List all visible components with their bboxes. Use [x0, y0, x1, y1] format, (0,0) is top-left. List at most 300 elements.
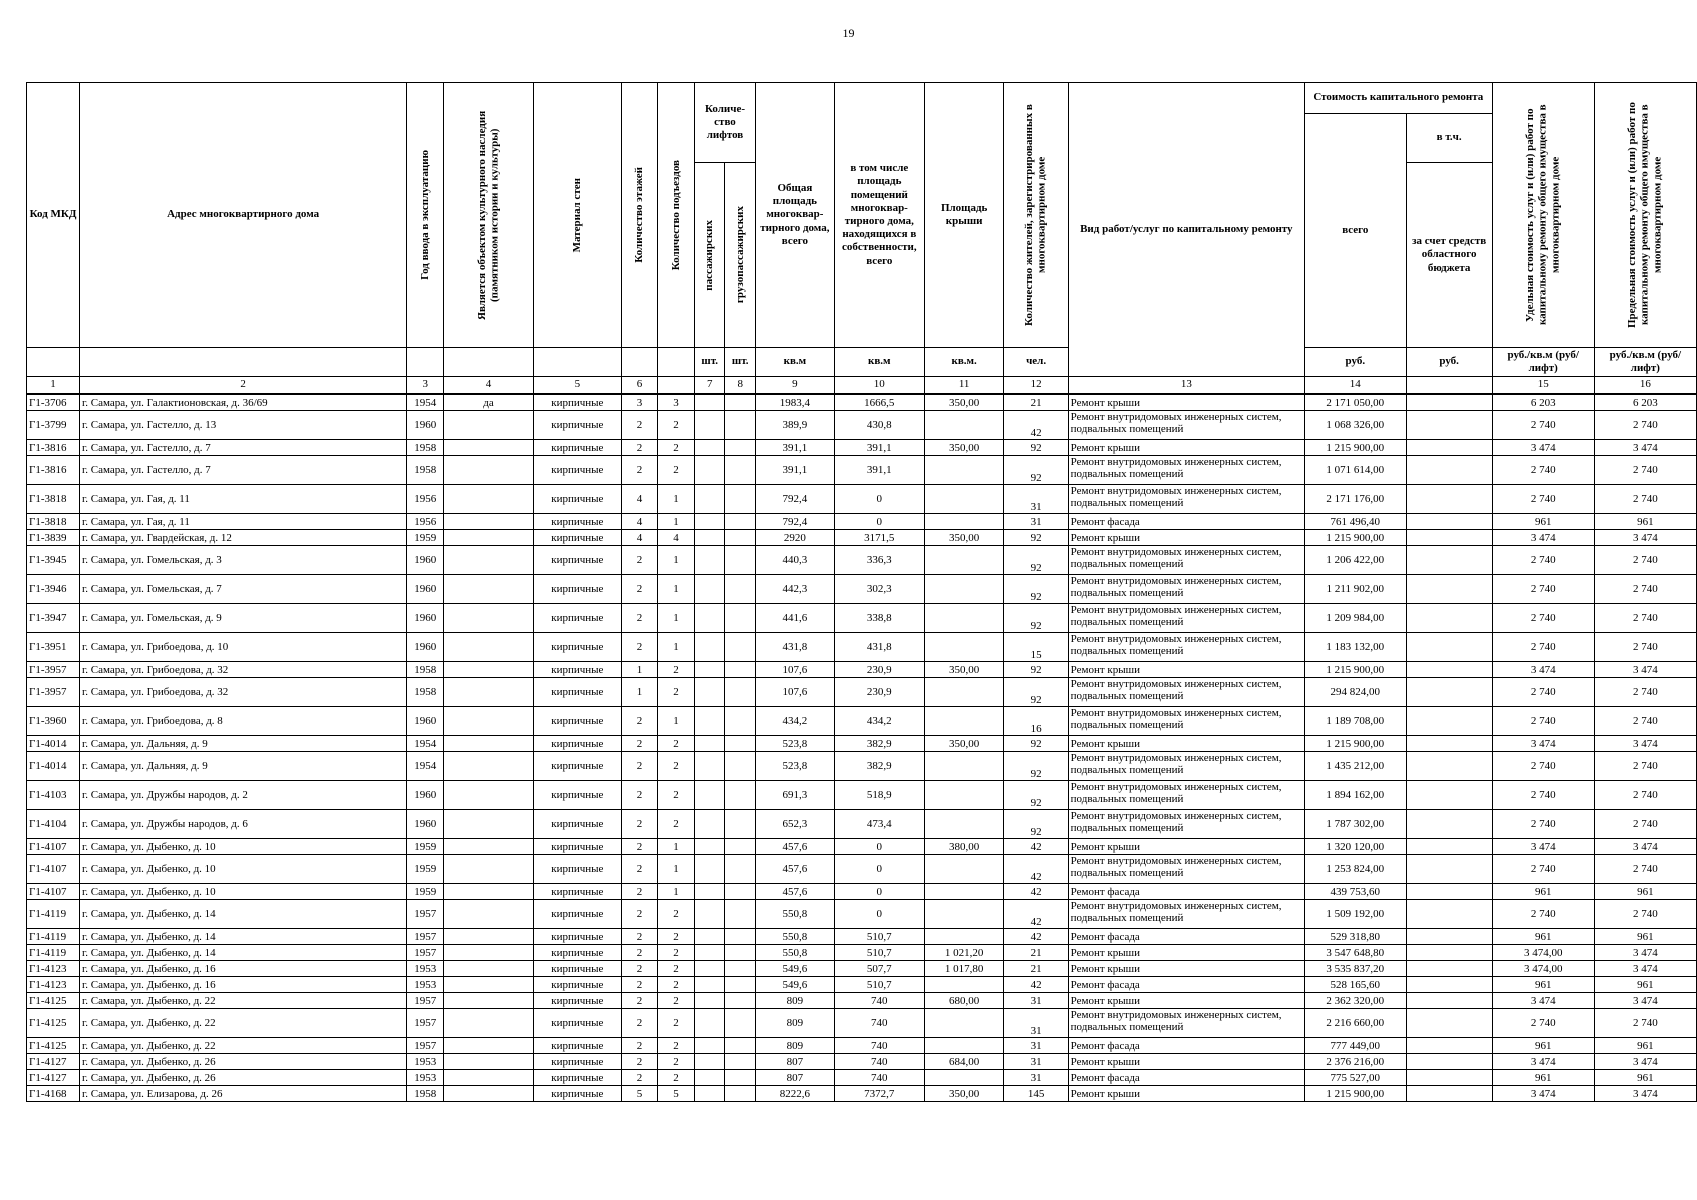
cell-limit-cost: 2 740 [1594, 678, 1696, 707]
cell-wall: кирпичные [533, 736, 621, 752]
cell-cost-regional [1406, 456, 1492, 485]
cell-total-area: 652,3 [755, 810, 834, 839]
table-row [27, 977, 1697, 993]
cell-wall: кирпичные [533, 900, 621, 929]
cell-cost-regional [1406, 575, 1492, 604]
cell-lifts-cargo [725, 929, 755, 945]
cell-total-area: 2920 [755, 530, 834, 546]
unit-pcs: шт. [725, 348, 755, 377]
cell-year: 1953 [407, 961, 444, 977]
cell-limit-cost: 2 740 [1594, 485, 1696, 514]
cell-total-area: 107,6 [755, 662, 834, 678]
column-number: 7 [695, 377, 725, 395]
cell-own-area: 230,9 [834, 662, 924, 678]
cell-work-type: Ремонт крыши [1068, 440, 1304, 456]
cell-code: Г1-4125 [27, 993, 80, 1009]
cell-wall: кирпичные [533, 1054, 621, 1070]
cell-address: г. Самара, ул. Дыбенко, д. 22 [80, 993, 407, 1009]
cell-address: г. Самара, ул. Гастелло, д. 13 [80, 411, 407, 440]
cell-limit-cost: 961 [1594, 929, 1696, 945]
cell-address: г. Самара, ул. Галактионовская, д. 36/69 [80, 394, 407, 411]
cell-year: 1960 [407, 575, 444, 604]
cell-lifts-pass [695, 945, 725, 961]
table-row [27, 1086, 1697, 1102]
cell-work-type: Ремонт внутридомовых инженерных систем, подвальных помещений [1068, 456, 1304, 485]
cell-total-area: 442,3 [755, 575, 834, 604]
cell-entrances: 1 [658, 839, 695, 855]
cell-code: Г1-4125 [27, 1009, 80, 1038]
cell-work-type: Ремонт внутридомовых инженерных систем, подвальных помещений [1068, 604, 1304, 633]
cell-address: г. Самара, ул. Гомельская, д. 7 [80, 575, 407, 604]
cell-lifts-pass [695, 929, 725, 945]
cell-own-area: 0 [834, 485, 924, 514]
cell-wall: кирпичные [533, 633, 621, 662]
cell-address: г. Самара, ул. Гастелло, д. 7 [80, 456, 407, 485]
column-number: 11 [924, 377, 1004, 395]
cell-unit-cost: 961 [1492, 1070, 1594, 1086]
cell-entrances: 1 [658, 514, 695, 530]
cell-total-area: 107,6 [755, 678, 834, 707]
cell-floors: 2 [621, 977, 657, 993]
cell-cost-regional [1406, 530, 1492, 546]
table-row [27, 839, 1697, 855]
cell-roof-area [924, 1038, 1004, 1054]
cell-cost-regional [1406, 855, 1492, 884]
cell-cost-total: 528 165,60 [1304, 977, 1406, 993]
cell-lifts-cargo [725, 662, 755, 678]
cell-limit-cost: 961 [1594, 514, 1696, 530]
cell-year: 1957 [407, 1009, 444, 1038]
cell-lifts-cargo [725, 394, 755, 411]
cell-heritage [444, 1038, 533, 1054]
cell-cost-total: 1 435 212,00 [1304, 752, 1406, 781]
cell-wall: кирпичные [533, 440, 621, 456]
cell-floors: 2 [621, 575, 657, 604]
cell-cost-total: 1 071 614,00 [1304, 456, 1406, 485]
cell-wall: кирпичные [533, 1009, 621, 1038]
cell-roof-area: 680,00 [924, 993, 1004, 1009]
cell-cost-regional [1406, 633, 1492, 662]
cell-total-area: 391,1 [755, 456, 834, 485]
cell-limit-cost: 3 474 [1594, 530, 1696, 546]
cell-address: г. Самара, ул. Дыбенко, д. 22 [80, 1038, 407, 1054]
cell-entrances: 1 [658, 575, 695, 604]
cell-address: г. Самара, ул. Гая, д. 11 [80, 514, 407, 530]
cell-lifts-cargo [725, 945, 755, 961]
capital-repair-table [26, 82, 1697, 1102]
cell-lifts-pass [695, 485, 725, 514]
cell-code: Г1-4125 [27, 1038, 80, 1054]
cell-residents: 21 [1004, 945, 1068, 961]
cell-heritage [444, 736, 533, 752]
unit-rub-sqm: руб./кв.м (руб/лифт) [1594, 348, 1696, 377]
cell-wall: кирпичные [533, 604, 621, 633]
cell-cost-total: 1 215 900,00 [1304, 440, 1406, 456]
cell-lifts-pass [695, 736, 725, 752]
cell-work-type: Ремонт фасада [1068, 514, 1304, 530]
cell-heritage [444, 855, 533, 884]
cell-total-area: 550,8 [755, 929, 834, 945]
cell-residents: 42 [1004, 855, 1068, 884]
cell-own-area: 0 [834, 839, 924, 855]
cell-heritage [444, 633, 533, 662]
cell-cost-regional [1406, 810, 1492, 839]
cell-entrances: 2 [658, 929, 695, 945]
cell-heritage [444, 1054, 533, 1070]
cell-cost-regional [1406, 1038, 1492, 1054]
cell-entrances: 2 [658, 810, 695, 839]
cell-address: г. Самара, ул. Грибоедова, д. 32 [80, 662, 407, 678]
cell-heritage [444, 662, 533, 678]
cell-address: г. Самара, ул. Гвардейская, д. 12 [80, 530, 407, 546]
cell-work-type: Ремонт внутридомовых инженерных систем, подвальных помещений [1068, 707, 1304, 736]
cell-own-area: 391,1 [834, 456, 924, 485]
cell-wall: кирпичные [533, 752, 621, 781]
cell-cost-regional [1406, 485, 1492, 514]
column-numbers-row [27, 377, 1697, 395]
cell-lifts-cargo [725, 530, 755, 546]
cell-unit-cost: 3 474 [1492, 839, 1594, 855]
cell-own-area: 518,9 [834, 781, 924, 810]
cell-own-area: 7372,7 [834, 1086, 924, 1102]
cell-address: г. Самара, ул. Грибоедова, д. 10 [80, 633, 407, 662]
cell-heritage [444, 411, 533, 440]
unit-rub: руб. [1406, 348, 1492, 377]
cell-residents: 92 [1004, 530, 1068, 546]
cell-unit-cost: 2 740 [1492, 411, 1594, 440]
cell-address: г. Самара, ул. Дыбенко, д. 22 [80, 1009, 407, 1038]
cell-unit-cost: 3 474 [1492, 993, 1594, 1009]
cell-unit-cost: 3 474 [1492, 1086, 1594, 1102]
cell-lifts-pass [695, 781, 725, 810]
cell-cost-regional [1406, 1086, 1492, 1102]
cell-floors: 2 [621, 839, 657, 855]
cell-year: 1958 [407, 678, 444, 707]
cell-residents: 31 [1004, 1070, 1068, 1086]
cell-work-type: Ремонт фасада [1068, 884, 1304, 900]
cell-code: Г1-3960 [27, 707, 80, 736]
unit-blank [80, 348, 407, 377]
cell-address: г. Самара, ул. Дружбы народов, д. 2 [80, 781, 407, 810]
cell-code: Г1-3945 [27, 546, 80, 575]
cell-code: Г1-4119 [27, 945, 80, 961]
cell-entrances: 2 [658, 900, 695, 929]
cell-code: Г1-3799 [27, 411, 80, 440]
cell-floors: 2 [621, 1070, 657, 1086]
column-number: 16 [1594, 377, 1696, 395]
cell-total-area: 691,3 [755, 781, 834, 810]
header-entrances: Количество подъездов [658, 83, 695, 348]
cell-year: 1959 [407, 884, 444, 900]
cell-cost-total: 1 215 900,00 [1304, 530, 1406, 546]
cell-heritage [444, 945, 533, 961]
cell-entrances: 1 [658, 707, 695, 736]
cell-lifts-cargo [725, 546, 755, 575]
cell-cost-regional [1406, 839, 1492, 855]
cell-heritage [444, 977, 533, 993]
column-number: 13 [1068, 377, 1304, 395]
cell-floors: 2 [621, 707, 657, 736]
cell-unit-cost: 2 740 [1492, 855, 1594, 884]
cell-work-type: Ремонт внутридомовых инженерных систем, подвальных помещений [1068, 900, 1304, 929]
cell-roof-area [924, 575, 1004, 604]
cell-limit-cost: 961 [1594, 884, 1696, 900]
cell-entrances: 2 [658, 961, 695, 977]
table-row [27, 736, 1697, 752]
cell-work-type: Ремонт внутридомовых инженерных систем, подвальных помещений [1068, 546, 1304, 575]
cell-heritage [444, 546, 533, 575]
cell-own-area: 740 [834, 1054, 924, 1070]
cell-residents: 92 [1004, 752, 1068, 781]
cell-own-area: 740 [834, 1009, 924, 1038]
cell-limit-cost: 2 740 [1594, 546, 1696, 575]
cell-own-area: 0 [834, 514, 924, 530]
table-row [27, 752, 1697, 781]
cell-residents: 31 [1004, 1009, 1068, 1038]
cell-address: г. Самара, ул. Дыбенко, д. 10 [80, 884, 407, 900]
cell-work-type: Ремонт фасада [1068, 929, 1304, 945]
cell-roof-area: 1 017,80 [924, 961, 1004, 977]
table-row [27, 945, 1697, 961]
cell-unit-cost: 3 474 [1492, 440, 1594, 456]
cell-cost-total: 1 894 162,00 [1304, 781, 1406, 810]
cell-work-type: Ремонт крыши [1068, 530, 1304, 546]
cell-cost-regional [1406, 945, 1492, 961]
cell-roof-area [924, 707, 1004, 736]
cell-floors: 2 [621, 1009, 657, 1038]
cell-residents: 21 [1004, 394, 1068, 411]
cell-cost-total: 1 509 192,00 [1304, 900, 1406, 929]
cell-roof-area [924, 485, 1004, 514]
cell-lifts-pass [695, 1054, 725, 1070]
cell-total-area: 550,8 [755, 900, 834, 929]
cell-floors: 3 [621, 394, 657, 411]
cell-lifts-cargo [725, 961, 755, 977]
cell-lifts-pass [695, 1070, 725, 1086]
cell-address: г. Самара, ул. Дальняя, д. 9 [80, 736, 407, 752]
cell-residents: 92 [1004, 662, 1068, 678]
cell-wall: кирпичные [533, 961, 621, 977]
cell-lifts-cargo [725, 514, 755, 530]
cell-cost-total: 3 535 837,20 [1304, 961, 1406, 977]
header-residents: Количество жителей, зарегистрированных в многоквартирном доме [1004, 83, 1068, 348]
cell-unit-cost: 2 740 [1492, 633, 1594, 662]
cell-wall: кирпичные [533, 394, 621, 411]
cell-code: Г1-4119 [27, 900, 80, 929]
cell-limit-cost: 3 474 [1594, 839, 1696, 855]
cell-roof-area: 350,00 [924, 662, 1004, 678]
cell-wall: кирпичные [533, 781, 621, 810]
cell-unit-cost: 961 [1492, 884, 1594, 900]
cell-heritage [444, 530, 533, 546]
column-number: 5 [533, 377, 621, 395]
cell-year: 1960 [407, 781, 444, 810]
column-number: 3 [407, 377, 444, 395]
cell-roof-area: 380,00 [924, 839, 1004, 855]
cell-lifts-cargo [725, 707, 755, 736]
cell-heritage [444, 1086, 533, 1102]
cell-residents: 92 [1004, 810, 1068, 839]
cell-unit-cost: 2 740 [1492, 810, 1594, 839]
cell-unit-cost: 2 740 [1492, 752, 1594, 781]
cell-cost-total: 3 547 648,80 [1304, 945, 1406, 961]
cell-address: г. Самара, ул. Грибоедова, д. 32 [80, 678, 407, 707]
cell-code: Г1-4127 [27, 1070, 80, 1086]
cell-year: 1959 [407, 839, 444, 855]
cell-wall: кирпичные [533, 678, 621, 707]
cell-limit-cost: 3 474 [1594, 961, 1696, 977]
cell-cost-total: 2 376 216,00 [1304, 1054, 1406, 1070]
table-body [27, 394, 1697, 1102]
unit-pcs: шт. [695, 348, 725, 377]
cell-total-area: 523,8 [755, 752, 834, 781]
cell-cost-regional [1406, 604, 1492, 633]
cell-residents: 31 [1004, 1038, 1068, 1054]
cell-lifts-cargo [725, 633, 755, 662]
cell-roof-area [924, 929, 1004, 945]
cell-residents: 145 [1004, 1086, 1068, 1102]
cell-entrances: 1 [658, 633, 695, 662]
cell-residents: 31 [1004, 514, 1068, 530]
cell-lifts-cargo [725, 411, 755, 440]
cell-address: г. Самара, ул. Дыбенко, д. 14 [80, 945, 407, 961]
cell-heritage [444, 707, 533, 736]
cell-code: Г1-4127 [27, 1054, 80, 1070]
cell-entrances: 1 [658, 855, 695, 884]
header-floors: Количество этажей [621, 83, 657, 348]
cell-limit-cost: 6 203 [1594, 394, 1696, 411]
cell-residents: 92 [1004, 440, 1068, 456]
cell-year: 1954 [407, 394, 444, 411]
cell-year: 1958 [407, 456, 444, 485]
cell-cost-total: 1 209 984,00 [1304, 604, 1406, 633]
cell-lifts-pass [695, 514, 725, 530]
unit-blank [533, 348, 621, 377]
header-limit-cost: Предельная стоимость услуг и (или) работ по капитальному ремонту общего имущества в многоквартирном доме [1594, 83, 1696, 348]
cell-work-type: Ремонт крыши [1068, 945, 1304, 961]
cell-floors: 2 [621, 546, 657, 575]
cell-entrances: 2 [658, 1054, 695, 1070]
cell-roof-area: 350,00 [924, 394, 1004, 411]
cell-unit-cost: 961 [1492, 977, 1594, 993]
header-lifts-pass: пассажирских [695, 163, 725, 348]
cell-residents: 92 [1004, 604, 1068, 633]
cell-code: Г1-4123 [27, 977, 80, 993]
cell-limit-cost: 961 [1594, 1070, 1696, 1086]
table-row [27, 604, 1697, 633]
cell-cost-regional [1406, 394, 1492, 411]
cell-floors: 4 [621, 530, 657, 546]
cell-own-area: 391,1 [834, 440, 924, 456]
cell-residents: 92 [1004, 575, 1068, 604]
cell-limit-cost: 2 740 [1594, 752, 1696, 781]
cell-work-type: Ремонт внутридомовых инженерных систем, подвальных помещений [1068, 678, 1304, 707]
cell-own-area: 510,7 [834, 929, 924, 945]
cell-address: г. Самара, ул. Елизарова, д. 26 [80, 1086, 407, 1102]
table-row [27, 1054, 1697, 1070]
cell-cost-regional [1406, 752, 1492, 781]
cell-lifts-cargo [725, 575, 755, 604]
cell-heritage [444, 514, 533, 530]
cell-lifts-pass [695, 961, 725, 977]
cell-cost-total: 1 068 326,00 [1304, 411, 1406, 440]
cell-wall: кирпичные [533, 411, 621, 440]
cell-limit-cost: 2 740 [1594, 575, 1696, 604]
cell-heritage [444, 1070, 533, 1086]
cell-residents: 42 [1004, 929, 1068, 945]
cell-roof-area [924, 633, 1004, 662]
cell-work-type: Ремонт крыши [1068, 839, 1304, 855]
cell-code: Г1-3818 [27, 485, 80, 514]
cell-limit-cost: 2 740 [1594, 810, 1696, 839]
cell-work-type: Ремонт внутридомовых инженерных систем, подвальных помещений [1068, 810, 1304, 839]
cell-lifts-pass [695, 1038, 725, 1054]
cell-own-area: 507,7 [834, 961, 924, 977]
cell-year: 1956 [407, 485, 444, 514]
unit-blank [407, 348, 444, 377]
cell-heritage [444, 1009, 533, 1038]
cell-entrances: 2 [658, 752, 695, 781]
cell-total-area: 792,4 [755, 514, 834, 530]
cell-entrances: 2 [658, 1070, 695, 1086]
cell-address: г. Самара, ул. Дыбенко, д. 26 [80, 1054, 407, 1070]
cell-year: 1958 [407, 662, 444, 678]
cell-year: 1957 [407, 993, 444, 1009]
header-address: Адрес многоквартирного дома [80, 83, 407, 348]
cell-code: Г1-4014 [27, 752, 80, 781]
cell-own-area: 382,9 [834, 752, 924, 781]
cell-own-area: 430,8 [834, 411, 924, 440]
cell-cost-regional [1406, 781, 1492, 810]
table-row [27, 411, 1697, 440]
cell-cost-total: 1 253 824,00 [1304, 855, 1406, 884]
cell-own-area: 473,4 [834, 810, 924, 839]
table-row [27, 633, 1697, 662]
header-cost-incl: в т.ч. [1406, 114, 1492, 163]
cell-limit-cost: 3 474 [1594, 945, 1696, 961]
cell-heritage [444, 810, 533, 839]
cell-wall: кирпичные [533, 993, 621, 1009]
cell-cost-regional [1406, 546, 1492, 575]
cell-address: г. Самара, ул. Дыбенко, д. 10 [80, 839, 407, 855]
cell-year: 1953 [407, 1070, 444, 1086]
cell-limit-cost: 2 740 [1594, 411, 1696, 440]
cell-own-area: 230,9 [834, 678, 924, 707]
cell-floors: 2 [621, 781, 657, 810]
cell-lifts-pass [695, 633, 725, 662]
cell-total-area: 809 [755, 1009, 834, 1038]
cell-floors: 2 [621, 440, 657, 456]
table-row [27, 456, 1697, 485]
cell-year: 1960 [407, 604, 444, 633]
cell-lifts-cargo [725, 977, 755, 993]
table-row [27, 1070, 1697, 1086]
cell-unit-cost: 2 740 [1492, 678, 1594, 707]
cell-limit-cost: 3 474 [1594, 662, 1696, 678]
cell-wall: кирпичные [533, 945, 621, 961]
table-row [27, 485, 1697, 514]
table-row [27, 394, 1697, 411]
header-cost: Стоимость капитального ремонта [1304, 83, 1492, 114]
cell-roof-area [924, 514, 1004, 530]
cell-code: Г1-3951 [27, 633, 80, 662]
cell-entrances: 2 [658, 440, 695, 456]
cell-cost-regional [1406, 1054, 1492, 1070]
unit-blank [621, 348, 657, 377]
cell-work-type: Ремонт крыши [1068, 662, 1304, 678]
cell-limit-cost: 961 [1594, 1038, 1696, 1054]
cell-unit-cost: 3 474 [1492, 736, 1594, 752]
